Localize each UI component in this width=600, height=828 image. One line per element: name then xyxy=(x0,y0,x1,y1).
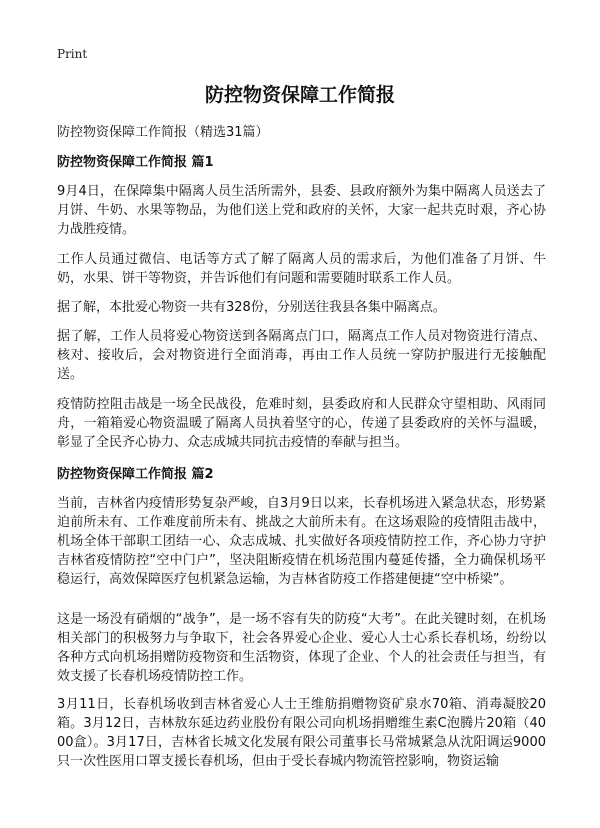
document-subtitle: 防控物资保障工作简报（精选31篇） xyxy=(57,125,269,140)
print-link[interactable]: Print xyxy=(57,47,88,61)
paragraph: 3月11日，长春机场收到吉林省爱心人士王维舫捐赠物资矿泉水70箱、消毒凝胶20箱。3月12日，吉林敖东延边药业股份有限公司向机场捐赠维生素C泡腾片20箱（4000盒）。3月17日，吉林省长城文化发展有限公司董事长马常城紧急从沈阳调运9000只一次性医用口罩支援长春机场，但由于受长春城内物流管控影响，物资运输 xyxy=(57,697,546,769)
paragraph: 据了解，工作人员将爱心物资送到各隔离点门口，隔离点工作人员对物资进行清点、核对、接收后，会对物资进行全面消毒，再由工作人员统一穿防护服进行无接触配送。 xyxy=(57,329,546,382)
paragraph: 疫情防控阻击战是一场全民战役，危难时刻，县委政府和人民群众守望相助、风雨同舟，一箱箱爱心物资温暖了隔离人员执着坚守的心，传递了县委政府的关怀与温暖，彰显了全民齐心协力、众志成城共同抗击疫情的奉献与担当。 xyxy=(57,397,546,450)
paragraph: 9月4日，在保障集中隔离人员生活所需外，县委、县政府额外为集中隔离人员送去了月饼、牛奶、水果等物品，为他们送上党和政府的关怀，大家一起共克时艰，齐心协力战胜疫情。 xyxy=(57,184,546,237)
section-heading-2: 防控物资保障工作简报 篇2 xyxy=(57,467,214,482)
document-title: 防控物资保障工作简报 xyxy=(204,84,395,106)
section-heading-1: 防控物资保障工作简报 篇1 xyxy=(57,155,214,170)
paragraph: 据了解，本批爱心物资一共有328份，分别送往我县各集中隔离点。 xyxy=(57,300,446,315)
paragraph: 工作人员通过微信、电话等方式了解了隔离人员的需求后，为他们准备了月饼、牛奶，水果、饼干等物资，并告诉他们有问题和需要随时联系工作人员。 xyxy=(57,252,546,286)
paragraph: 这是一场没有硝烟的“战争”，是一场不容有失的防疫“大考”。在此关键时刻，在机场相关部门的积极努力与争取下，社会各界爱心企业、爱心人士心系长春机场，纷纷以各种方式向机场捐赠防疫物资和生活物资，体现了企业、个人的社会责任与担当，有效支援了长春机场疫情防控工作。 xyxy=(57,612,546,684)
paragraph: 当前，吉林省内疫情形势复杂严峻，自3月9日以来，长春机场进入紧急状态，形势紧迫前所未有、工作难度前所未有、挑战之大前所未有。在这场艰险的疫情阻击战中，机场全体干部职工团结一心、众志成城、扎实做好各项疫情防控工作，齐心协力守护吉林省疫情防控“空中门户”，坚决阻断疫情在机场范围内蔓延传播，全力确保机场平稳运行，高效保障医疗包机紧急运输，为吉林省防疫工作搭建便捷“空中桥梁”。 xyxy=(57,496,546,587)
